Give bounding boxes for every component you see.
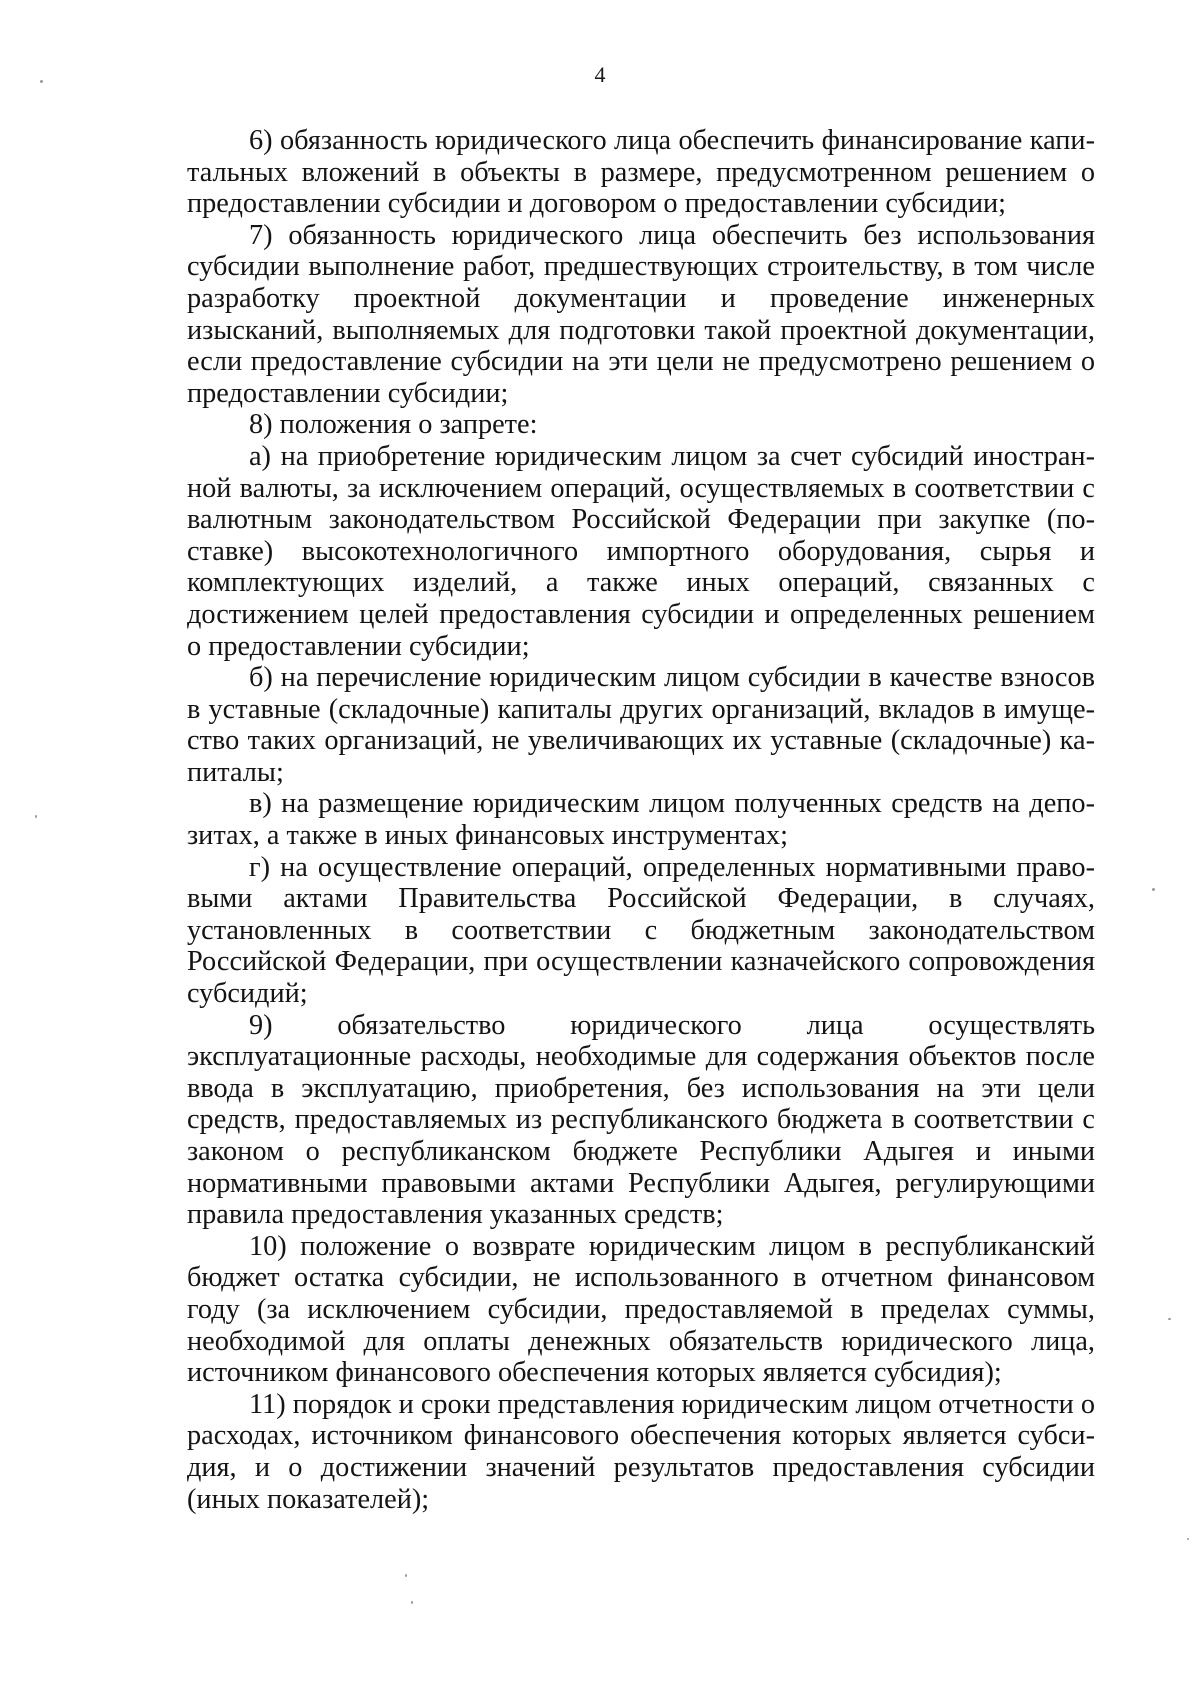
scan-speck xyxy=(405,1574,407,1577)
paragraph-item-7: 7) обязанность юридического лица обеспечить без использования субсидии выполнение работ, предшествующих строительству, в том числе разработку проектной документации и проведение инженерных изысканий, выполняемых для подготовки такой проектной документации, если предоставление субсидии на эти цели не предусмотрено решением о предоставлении субсидии; xyxy=(187,219,1095,409)
scan-speck xyxy=(40,80,43,83)
paragraph-subitem-b: б) на перечисление юридическим лицом субсидии в качестве взносов в уставные (складочные) капиталы других организаций, вкладов в имущество таких организаций, не увеличивающих их уставные (складочные) капиталы; xyxy=(187,662,1095,788)
scan-speck xyxy=(411,1601,413,1604)
page-number: 4 xyxy=(594,62,606,87)
paragraph-subitem-a: а) на приобретение юридическим лицом за счет субсидий иностранной валюты, за исключением операций, осуществляемых в соответствии с валютным законодательством Российской Федерации при закупке (поставке) высокотехнологичного импортного оборудования, сырья и комплектующих изделий, а также иных операций, связанных с достижением целей предоставления субсидии и определенных решением о предоставлении субсидии; xyxy=(187,440,1095,662)
paragraph-item-9: 9) обязательство юридического лица осуществлять эксплуатационные расходы, необходимые для содержания объектов после ввода в эксплуатацию, приобретения, без использования на эти цели средств, предоставляемых из республиканского бюджета в соответствии с законом о республиканском бюджете Республики Адыгея и иными нормативными правовыми актами Республики Адыгея, регулирующими правила предоставления указанных средств; xyxy=(187,1009,1095,1231)
document-body xyxy=(187,125,1095,1515)
scan-speck xyxy=(1168,1318,1171,1320)
paragraph-item-8: 8) положения о запрете: xyxy=(249,409,538,441)
paragraph-item-6: 6) обязанность юридического лица обеспечить финансирование капитальных вложений в объекты в размере, предусмотренном решением о предоставлении субсидии и договором о предоставлении субсидии; xyxy=(187,125,1095,220)
scan-speck xyxy=(1187,1538,1189,1540)
paragraph-subitem-g: г) на осуществление операций, определенных нормативными правовыми актами Правительства Российской Федерации, в случаях, установленных в соответствии с бюджетным законодательством Российской Федерации, при осуществлении казначейского сопровождения субсидий; xyxy=(187,851,1095,1010)
scan-speck xyxy=(1152,888,1155,891)
scan-speck xyxy=(35,815,37,818)
paragraph-item-10: 10) положение о возврате юридическим лицом в республиканский бюджет остатка субсидии, не использованного в отчетном финансовом году (за исключением субсидии, предоставляемой в пределах суммы, необходимой для оплаты денежных обязательств юридического лица, источником финансового обеспечения которых является субсидия); xyxy=(187,1230,1095,1389)
paragraph-item-11: 11) порядок и сроки представления юридическим лицом отчетности о расходах, источником финансового обеспечения которых является субсидия, и о достижении значений результатов предоставления субсидии (иных показателей); xyxy=(187,1388,1095,1515)
paragraph-subitem-v: в) на размещение юридическим лицом полученных средств на депозитах, а также в иных финансовых инструментах; xyxy=(187,788,1095,852)
